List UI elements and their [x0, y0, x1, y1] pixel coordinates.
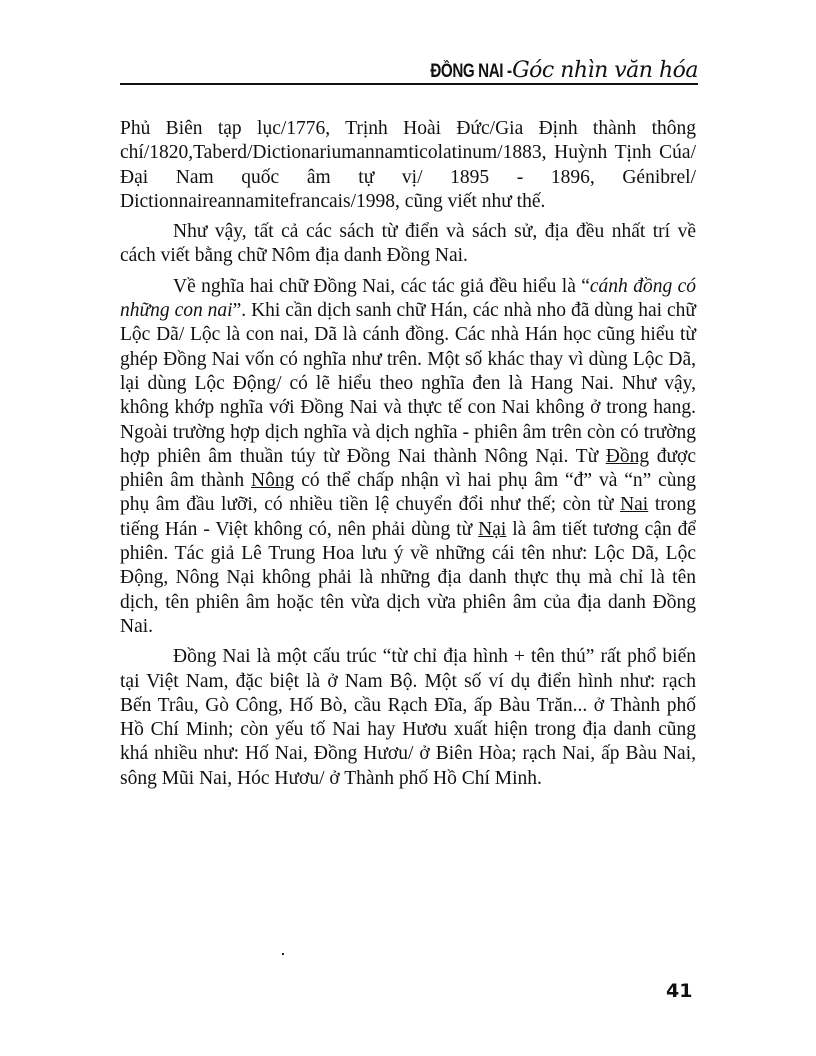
- text-run: trong tiếng Hán - Việt không có, nên phải dùng từ: [120, 494, 696, 540]
- paragraph: [120, 645, 696, 791]
- book-title-main: ĐỒNG NAI -: [430, 61, 513, 82]
- text-run: có thể chấp nhận vì hai phụ âm “đ” và “n” cùng phụ âm đầu lưỡi, có nhiều tiền lệ chuyển đổi như thế; còn từ: [120, 470, 697, 516]
- book-title-subtitle: Góc nhìn văn hóa: [512, 58, 698, 83]
- text-run: Như vậy, tất cả các sách từ điển và sách sử, địa đều nhất trí về cách viết bằng chữ Nôm địa danh Đồng Nai.: [120, 221, 696, 267]
- text-run: Đồng Nai là một cấu trúc “từ chỉ địa hình + tên thú” rất phổ biến tại Việt Nam, đặc biệt là ở Nam Bộ. Một số ví dụ điển hình như: rạch Bến Trâu, Gò Công, Hố Bò, cầu Rạch Đĩa, ấp Bàu Trăn... ở Thành phố Hồ Chí Minh; còn yếu tố Nai hay Hươu xuất hiện trong địa danh cũng khá nhiều như: Hố Nai, Đồng Hươu/ ở Biên Hòa; rạch Nai, ấp Bàu Nai, sông Mũi Nai, Hóc Hươu/ ở Thành phố Hồ Chí Minh.: [120, 646, 696, 789]
- text-run: được phiên âm thành: [120, 445, 696, 492]
- paragraph: [120, 220, 696, 269]
- book-title: [410, 58, 698, 83]
- text-run: Phủ Biên tạp lục/1776, Trịnh Hoài Đức/Gia Định thành thông chí/1820,Taberd/Dictionariumannamticolatinum/1883, Huỳnh Tịnh Cúa/ Đại Nam quốc âm tự vị/ 1895 - 1896, Génibrel/ Dictionnaireannamitefrancais/1998, cũng viết như thế.: [120, 118, 696, 212]
- page-number: 41: [666, 980, 693, 1002]
- text-run: Về nghĩa hai chữ Đồng Nai, các tác giả đều hiểu là “: [173, 275, 590, 297]
- emphasis-text: cánh đồng có những con nai: [120, 275, 696, 322]
- underlined-term: Nai: [620, 494, 649, 516]
- stray-mark: [282, 953, 284, 955]
- header-rule: [120, 83, 698, 85]
- running-header: [120, 58, 698, 88]
- text-run: là âm tiết tương cận để phiên. Tác giả Lê Trung Hoa lưu ý về những cái tên như: Lộc Dã, Lộc Động, Nông Nại không phải là những địa danh thực thụ mà chỉ là tên dịch, tên phiên âm hoặc tên vừa dịch vừa phiên âm của địa danh Đồng Nai.: [120, 518, 696, 637]
- paragraph: [120, 117, 696, 214]
- body-text: [120, 117, 696, 797]
- underlined-term: Nại: [478, 518, 507, 540]
- underlined-term: Đồng: [605, 445, 650, 467]
- paragraph: [120, 275, 696, 639]
- text-run: ”. Khi cần dịch sanh chữ Hán, các nhà nho đã dùng hai chữ Lộc Dã/ Lộc là con nai, Dã là cánh đồng. Các nhà Hán học cũng hiểu từ ghép Đồng Nai vốn có nghĩa như trên. Một số khác thay vì dùng Lộc Dã, lại dùng Lộc Động/ có lẽ hiểu theo nghĩa đen là Hang Nai. Như vậy, không khớp nghĩa với Đồng Nai và thực tế con Nai không ở trong hang. Ngoài trường hợp dịch nghĩa và dịch nghĩa - phiên âm trên còn có trường hợp phiên âm thuần túy từ Đồng Nai thành Nông Nại. Từ: [120, 300, 696, 467]
- underlined-term: Nông: [251, 470, 295, 492]
